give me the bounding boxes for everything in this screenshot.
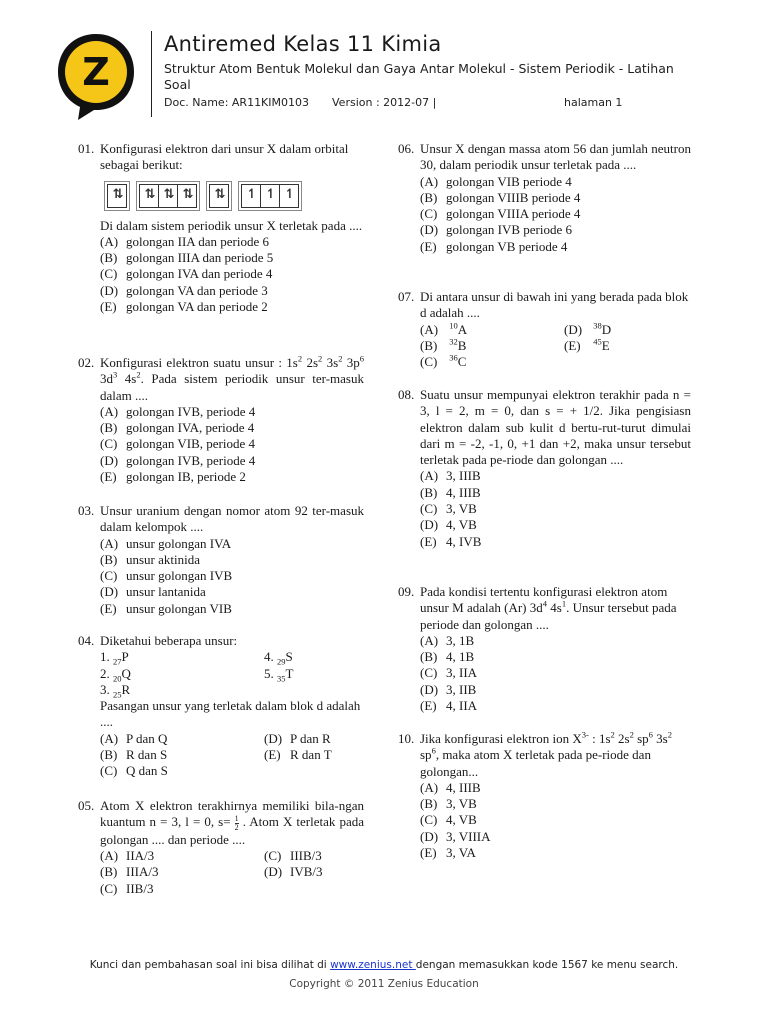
element-item: 4. $_{29}$S: [264, 649, 293, 667]
answer-option[interactable]: (A) 3, IIIB: [420, 468, 481, 484]
answer-option[interactable]: (C) Q dan S: [100, 763, 168, 779]
answer-option[interactable]: (B) $^{32}$B: [420, 336, 467, 353]
page-title: Antiremed Kelas 11 Kimia: [164, 32, 442, 56]
answer-option[interactable]: (A) 3, 1B: [420, 632, 475, 648]
answer-option[interactable]: (A) golongan VIB periode 4: [420, 173, 572, 189]
question-stem: Unsur X dengan massa atom 56 dan jumlah neutron 30, dalam periodik unsur terletak pada ....: [420, 141, 691, 173]
answer-option[interactable]: (D) $^{38}$D: [564, 320, 612, 337]
question-number: 01.: [78, 141, 95, 156]
answer-option[interactable]: (A) IIA/3: [100, 848, 155, 864]
question-08: [398, 387, 691, 550]
orbital-box: ⇅: [178, 184, 197, 208]
answer-option[interactable]: (E) golongan IB, periode 2: [100, 469, 246, 485]
question-number: 02.: [78, 355, 95, 370]
answer-option[interactable]: (D) golongan IVB, periode 4: [100, 452, 256, 468]
answer-option[interactable]: (D) 3, IIB: [420, 681, 477, 697]
answer-option[interactable]: (D) golongan IVB periode 6: [420, 222, 573, 238]
question-number: 10.: [398, 731, 415, 746]
answer-option[interactable]: (E) unsur golongan VIB: [100, 600, 232, 616]
answer-option[interactable]: (C) $^{36}$C: [420, 352, 467, 370]
answer-option[interactable]: (D) unsur lantanida: [100, 584, 206, 600]
orbital-box: ⇅: [139, 184, 159, 208]
answer-option[interactable]: (A) golongan IVB, periode 4: [100, 403, 256, 419]
answer-option[interactable]: (B) golongan IVA, periode 4: [100, 420, 255, 436]
answer-option[interactable]: (C) 4, VB: [420, 812, 477, 828]
answer-option[interactable]: (B) IIIA/3: [100, 864, 159, 880]
orbital-box: ⇅: [209, 184, 229, 208]
question-stem: Unsur uranium dengan nomor atom 92 ter-masuk dalam kelompok ....: [100, 503, 364, 535]
answer-option[interactable]: (C) golongan VIB, periode 4: [100, 436, 256, 452]
orbital-box: ⇅: [159, 184, 178, 208]
orbital-box: ↿: [241, 184, 261, 208]
answer-option[interactable]: (A) $^{10}$A: [420, 320, 468, 337]
answer-option[interactable]: (E) R dan T: [264, 747, 332, 763]
answer-option[interactable]: (D) IVB/3: [264, 864, 323, 880]
question-number: 03.: [78, 503, 95, 518]
answer-option[interactable]: (E) 3, VA: [420, 845, 476, 861]
answer-option[interactable]: (A) golongan IIA dan periode 6: [100, 233, 269, 249]
answer-option[interactable]: (D) golongan VA dan periode 3: [100, 282, 268, 298]
zenius-link[interactable]: www.zenius.net: [330, 959, 416, 971]
answer-option[interactable]: (C) 3, VB: [420, 501, 477, 517]
answer-option[interactable]: (E) $^{45}$E: [564, 336, 610, 353]
answer-option[interactable]: (C) unsur golongan IVB: [100, 568, 233, 584]
doc-version: Version : 2012-07 |: [332, 96, 437, 109]
zenius-logo: [56, 32, 136, 122]
question-number: 08.: [398, 387, 415, 402]
question-06: [398, 141, 691, 255]
answer-option[interactable]: (B) 4, 1B: [420, 649, 475, 665]
element-list: [100, 649, 264, 698]
orbital-group: [206, 181, 232, 211]
question-number: 04.: [78, 633, 95, 648]
question-number: 05.: [78, 798, 95, 813]
answer-option[interactable]: (B) 4, IIIB: [420, 484, 481, 500]
question-number: 07.: [398, 289, 415, 304]
answer-option[interactable]: (E) 4, IIA: [420, 698, 478, 714]
orbital-group: [136, 181, 200, 211]
answer-option[interactable]: (A) unsur golongan IVA: [100, 535, 232, 551]
orbital-diagram: [104, 182, 364, 210]
answer-option[interactable]: (B) unsur aktinida: [100, 551, 201, 567]
page-subtitle: Struktur Atom Bentuk Molekul dan Gaya Antar Molekul - Sistem Periodik - Latihan Soal: [164, 61, 674, 92]
answer-option[interactable]: (B) R dan S: [100, 747, 168, 763]
question-05: [78, 798, 364, 897]
header-divider: [151, 31, 152, 117]
question-stem: Suatu unsur mempunyai elektron terakhir pada n = 3, l = 2, m = 0, dan s = + 1/2. Jika pengisiasn elektron dalam sub kulit d bertu-rut-turut dimulai dari m = -2, -1, 0, +1 dan +2, maka unsur tersebut terletak pada pe-riode dan golongan ....: [420, 387, 691, 468]
answer-option[interactable]: (A) P dan Q: [100, 730, 168, 746]
question-stem: Konfigurasi elektron suatu unsur : $1s^2$ $2s^2$ $3s^2$ $3p^6$ $3d^3$ $4s^2$. Pada sistem periodik unsur ter-masuk dalam ....: [100, 353, 365, 403]
answer-option[interactable]: (C) IIIB/3: [264, 848, 322, 864]
doc-name: Doc. Name: AR11KIM0103: [164, 96, 310, 109]
footer-note: Kunci dan pembahasan soal ini bisa dilihat di www.zenius.net dengan memasukkan kode 1567 ke menu search.: [89, 959, 679, 971]
answer-option[interactable]: (C) golongan IVA dan periode 4: [100, 266, 273, 282]
answer-option[interactable]: (E) golongan VB periode 4: [420, 238, 568, 254]
question-stem: Pasangan unsur yang terletak dalam blok d adalah ....: [100, 698, 361, 730]
answer-option[interactable]: (C) IIB/3: [100, 880, 154, 896]
question-04: [78, 633, 364, 780]
element-item: 2. $_{20}$Q: [100, 665, 131, 684]
answer-option[interactable]: (D) P dan R: [264, 730, 331, 746]
element-list: [264, 649, 293, 698]
question-07: [398, 289, 691, 370]
answer-option[interactable]: (E) 4, IVB: [420, 533, 482, 549]
answer-option[interactable]: (B) golongan IIIA dan periode 5: [100, 250, 274, 266]
answer-option[interactable]: (B) golongan VIIIB periode 4: [420, 189, 581, 205]
question-03: [78, 503, 364, 617]
svg-text:Z: Z: [82, 50, 110, 94]
answer-option[interactable]: (C) golongan VIIIA periode 4: [420, 206, 581, 222]
question-stem: Jika konfigurasi elektron ion $X^{3-}$ : $1s^2$ $2s^2$ $sp^6$ $3s^2$ $sp^6$, maka atom X terletak pada pe-riode dan golongan...: [420, 729, 672, 779]
page-number: halaman 1: [564, 96, 623, 109]
answer-option[interactable]: (A) 4, IIIB: [420, 779, 481, 795]
question-10: [398, 731, 691, 861]
element-item: 1. $_{27}$P: [100, 649, 129, 667]
answer-option[interactable]: (C) 3, IIA: [420, 665, 478, 681]
question-stem: Pada kondisi tertentu konfigurasi elektron atom unsur M adalah (Ar) $3d^4$ $4s^1$. Unsur tersebut pada periode dan golongan ....: [420, 584, 677, 632]
question-number: 06.: [398, 141, 415, 156]
answer-option[interactable]: (D) 3, VIIIA: [420, 828, 491, 844]
copyright: Copyright © 2011 Zenius Education: [289, 978, 479, 990]
question-stem: Konfigurasi elektron dari unsur X dalam orbital sebagai berikut:: [100, 141, 349, 173]
orbital-box: ↿: [261, 184, 280, 208]
fraction: $\frac{1}{2}$: [234, 813, 239, 832]
question-stem: Atom X elektron terakhirnya memiliki bila-ngan kuantum n = 3, l = 0, s= $\frac{1}{2}$ . Atom X terletak pada golongan .... dan periode ....: [100, 798, 364, 847]
answer-option[interactable]: (E) golongan VA dan periode 2: [100, 299, 268, 315]
question-stem: Diketahui beberapa unsur:: [100, 633, 238, 648]
orbital-group: [238, 181, 302, 211]
question-01: [78, 141, 364, 315]
answer-option[interactable]: (D) 4, VB: [420, 517, 477, 533]
orbital-group: [104, 181, 130, 211]
question-number: 09.: [398, 584, 415, 599]
element-item: 5. $_{35}$T: [264, 665, 294, 684]
question-09: [398, 584, 691, 714]
question-stem: Di dalam sistem periodik unsur X terletak pada ....: [100, 217, 363, 233]
answer-option[interactable]: (B) 3, VB: [420, 796, 477, 812]
orbital-box: ↿: [280, 184, 299, 208]
question-stem: Di antara unsur di bawah ini yang berada pada blok d adalah ....: [420, 289, 689, 321]
question-02: [78, 355, 364, 485]
orbital-box: ⇅: [107, 184, 127, 208]
element-item: 3. $_{25}$R: [100, 681, 131, 700]
